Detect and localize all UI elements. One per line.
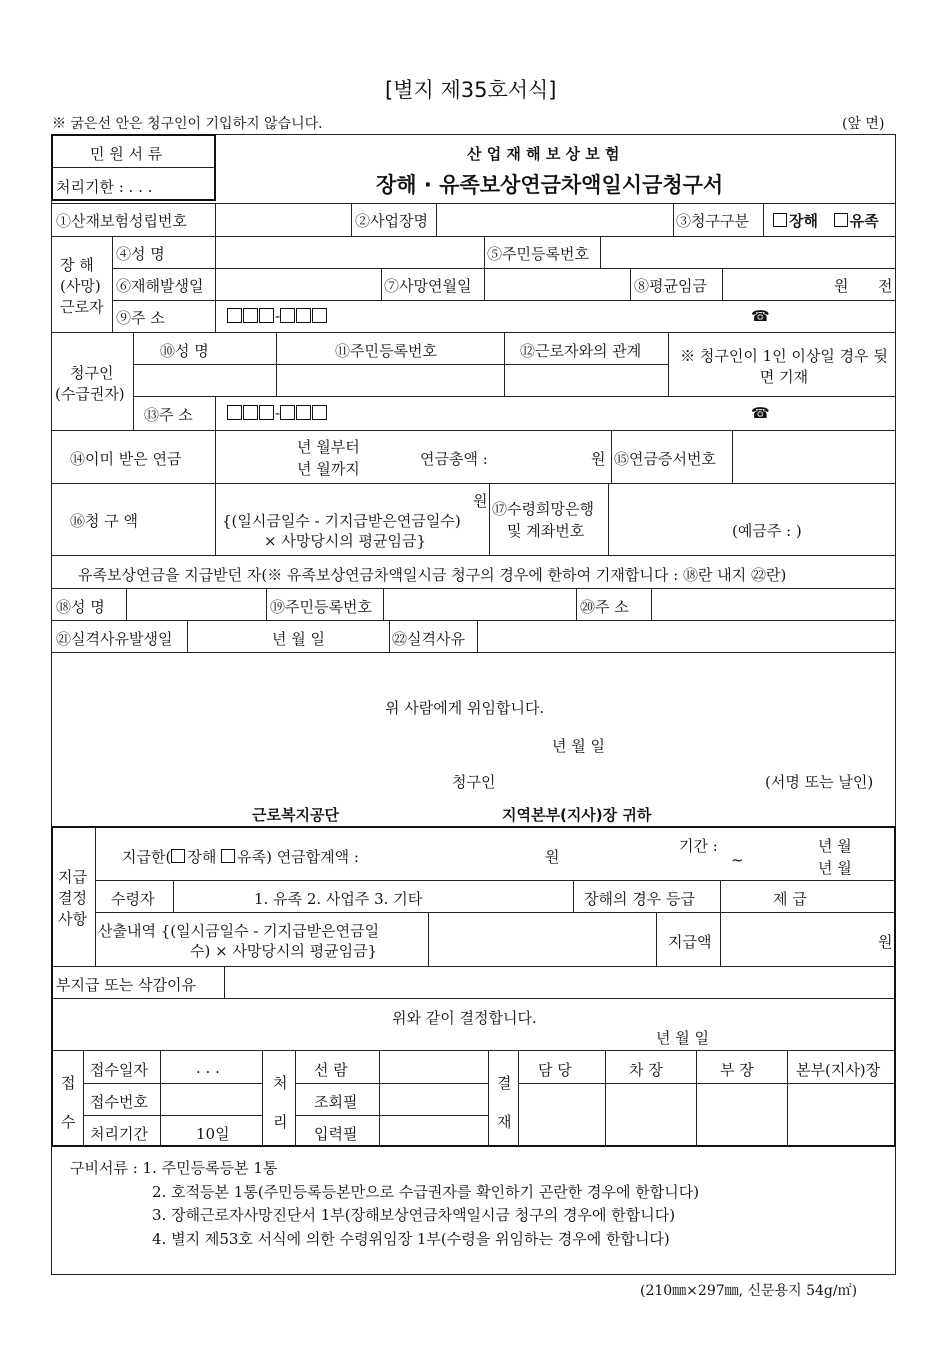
processing-period-label: 처리기간 xyxy=(90,1125,148,1143)
input-label: 입력필 xyxy=(314,1125,358,1143)
receipt-date-value: . . . xyxy=(196,1059,220,1077)
claimant-group-label-2: (수급권자) xyxy=(55,385,125,403)
death-date-label: ⑦사망연월일 xyxy=(384,277,472,295)
survivor-checkbox[interactable] xyxy=(834,213,848,227)
paid-pension-label: 지급한( xyxy=(122,848,172,866)
addressee: 지역본부(지사)장 귀하 xyxy=(502,806,652,824)
accident-date-label: ⑥재해발생일 xyxy=(116,277,204,295)
grade-value: 제 급 xyxy=(773,890,807,908)
worker-rrn-label: ⑤주민등록번호 xyxy=(487,245,589,263)
claim-amount-unit: 원 xyxy=(473,492,488,510)
pay-amount-unit: 원 xyxy=(878,933,893,951)
claim-formula-2: × 사망당시의 평균임금} xyxy=(264,532,427,550)
approval-manager: 부 장 xyxy=(720,1061,754,1079)
field-workplace-name: ②사업장명 xyxy=(355,212,428,230)
document-title: 장해 · 유족보상연금차액일시금청구서 xyxy=(376,173,724,197)
avg-wage-label: ⑧평균임금 xyxy=(634,277,707,295)
agency-name: 근로복지공단 xyxy=(252,806,339,824)
decision-group-1: 지급 xyxy=(58,868,87,886)
deadline-label: 처리기한 : . . . xyxy=(56,178,153,196)
period-start: 년 월 xyxy=(818,837,852,855)
pension-from: 년 월부터 xyxy=(297,438,360,456)
decision-statement: 위와 같이 결정합니다. xyxy=(392,1009,537,1027)
period-end: 년 월 xyxy=(818,859,852,877)
recipient-label: 수령자 xyxy=(111,890,155,908)
required-doc-2: 2. 호적등본 1통(주민등록등본만으로 수급권자를 확인하기 곤란한 경우에 한합니다) xyxy=(152,1183,700,1201)
account-holder-label: (예금주 : ) xyxy=(732,522,802,540)
paper-spec: (210㎜×297㎜, 신문용지 54g/㎡) xyxy=(640,1283,858,1299)
required-doc-4: 4. 별지 제53호 서식에 의한 수령위임장 1부(수령을 위임하는 경우에 한합니다) xyxy=(152,1230,670,1248)
approval-group-1: 결 xyxy=(497,1074,512,1092)
paid-total-unit: 원 xyxy=(545,848,560,866)
claimant-address-label: ⑬주 소 xyxy=(144,406,193,424)
survivor-address-label: ⑳주 소 xyxy=(580,598,629,616)
disqualification-ymd: 년 월 일 xyxy=(272,630,326,648)
sign-or-seal: (서명 또는 날인) xyxy=(765,773,874,791)
approval-group-2: 재 xyxy=(497,1113,512,1131)
disqualification-reason-label: ㉒실격사유 xyxy=(392,630,465,648)
paid-survivor-checkbox[interactable] xyxy=(221,849,235,863)
approval-staff: 담 당 xyxy=(538,1061,572,1079)
field-claim-type: ③청구구분 xyxy=(676,212,749,230)
wage-won-unit: 원 xyxy=(834,277,849,295)
bank-label-1: ⑰수령희망은행 xyxy=(492,500,594,518)
worker-postcode-boxes[interactable]: - xyxy=(227,307,328,325)
calc-detail-2: 수) × 사망당시의 평균임금} xyxy=(190,942,378,960)
process-group-2: 리 xyxy=(273,1113,288,1131)
survivor-rrn-label: ⑲주민등록번호 xyxy=(270,598,372,616)
recipient-choices: 1. 유족 2. 사업주 3. 기타 xyxy=(254,890,423,908)
claimant-sign-label: 청구인 xyxy=(452,773,496,791)
claimant-postcode-boxes[interactable]: - xyxy=(227,404,328,422)
review-label: 선 람 xyxy=(314,1061,348,1079)
paid-disability-label: 장해 xyxy=(187,848,217,866)
disability-option-label: 장해 xyxy=(789,212,818,230)
paid-survivor-label: 유족) 연금합계액 : xyxy=(237,848,359,866)
receipt-number-label: 접수번호 xyxy=(90,1093,148,1111)
process-group-1: 처 xyxy=(273,1074,288,1092)
received-pension-label: ⑭이미 받은 연금 xyxy=(70,450,182,468)
worker-phone-icon: ☎ xyxy=(751,307,770,325)
pension-to: 년 월까지 xyxy=(297,460,360,478)
multiple-claimant-note: ※ 청구인이 1인 이상일 경우 뒷면 기재 xyxy=(680,347,888,386)
claim-amount-label: ⑯청 구 액 xyxy=(70,512,139,530)
period-tilde: ~ xyxy=(731,851,744,869)
processing-period-value: 10일 xyxy=(196,1125,230,1143)
pay-amount-label: 지급액 xyxy=(668,933,712,951)
required-doc-1: 구비서류 : 1. 주민등록등본 1통 xyxy=(70,1159,278,1177)
receipt-date-label: 접수일자 xyxy=(90,1061,148,1079)
bank-label-2: 및 계좌번호 xyxy=(507,522,585,540)
survivor-option-label: 유족 xyxy=(849,212,879,230)
survivor-section-heading: 유족보상연금을 지급받던 자(※ 유족보상연금차액일시금 청구의 경우에 한하여 기재합니다 : ⑱란 내지 ㉒란) xyxy=(78,566,787,584)
survivor-name-label: ⑱성 명 xyxy=(56,598,105,616)
claimant-phone-icon: ☎ xyxy=(751,404,770,422)
disability-checkbox[interactable] xyxy=(773,213,787,227)
wage-jeon-unit: 전 xyxy=(878,277,893,295)
receipt-group-2: 수 xyxy=(61,1113,76,1131)
claimant-name-label: ⑩성 명 xyxy=(160,342,209,360)
receipt-group-1: 접 xyxy=(61,1074,76,1092)
inquiry-label: 조회필 xyxy=(314,1093,358,1111)
period-label: 기간 : xyxy=(679,837,718,855)
worker-address-label: ⑨주 소 xyxy=(116,309,165,327)
delegation-text: 위 사람에게 위임합니다. xyxy=(385,699,545,717)
claimant-rrn-label: ⑪주민등록번호 xyxy=(335,342,437,360)
decision-group-2: 결정 xyxy=(58,889,87,907)
decision-date: 년 월 일 xyxy=(656,1029,710,1047)
delegation-date: 년 월 일 xyxy=(552,737,606,755)
required-doc-3: 3. 장해근로자사망진단서 1부(장해보상연금차액일시금 청구의 경우에 한합니다) xyxy=(152,1206,676,1224)
pension-total-unit: 원 xyxy=(591,450,606,468)
calc-detail-1: 산출내역 {(일시금일수 - 기지급받은연금일 xyxy=(98,922,380,940)
civil-docs-label: 민 원 서 류 xyxy=(90,145,163,163)
pension-cert-label: ⑮연금증서번호 xyxy=(614,450,716,468)
worker-group-label-1: 장 해 xyxy=(60,256,94,274)
field-insurance-number: ①산재보험성립번호 xyxy=(56,212,187,230)
worker-group-label-3: 근로자 xyxy=(60,298,104,316)
relation-label: ⑫근로자와의 관계 xyxy=(520,342,642,360)
pension-total-label: 연금총액 : xyxy=(420,450,488,468)
worker-name-label: ④성 명 xyxy=(116,245,165,263)
claim-formula-1: {(일시금일수 - 기지급받은연금일수) xyxy=(222,512,461,530)
form-number-title: [별지 제35호서식] xyxy=(385,78,557,102)
page-side-label: (앞 면) xyxy=(842,116,885,132)
claimant-group-label-1: 청구인 xyxy=(70,364,114,382)
grade-label: 장해의 경우 등급 xyxy=(584,890,695,908)
approval-head: 본부(지사)장 xyxy=(796,1061,881,1079)
worker-group-label-2: (사망) xyxy=(60,277,101,295)
insurance-subtitle: 산 업 재 해 보 상 보 험 xyxy=(467,145,620,163)
nonpayment-reason-label: 부지급 또는 삭감이유 xyxy=(56,976,196,994)
paid-disability-checkbox[interactable] xyxy=(171,849,185,863)
disqualification-date-label: ㉑실격사유발생일 xyxy=(56,630,173,648)
decision-group-3: 사항 xyxy=(58,910,87,928)
instruction-note: ※ 굵은선 안은 청구인이 기입하지 않습니다. xyxy=(52,116,323,132)
approval-deputy: 차 장 xyxy=(629,1061,663,1079)
